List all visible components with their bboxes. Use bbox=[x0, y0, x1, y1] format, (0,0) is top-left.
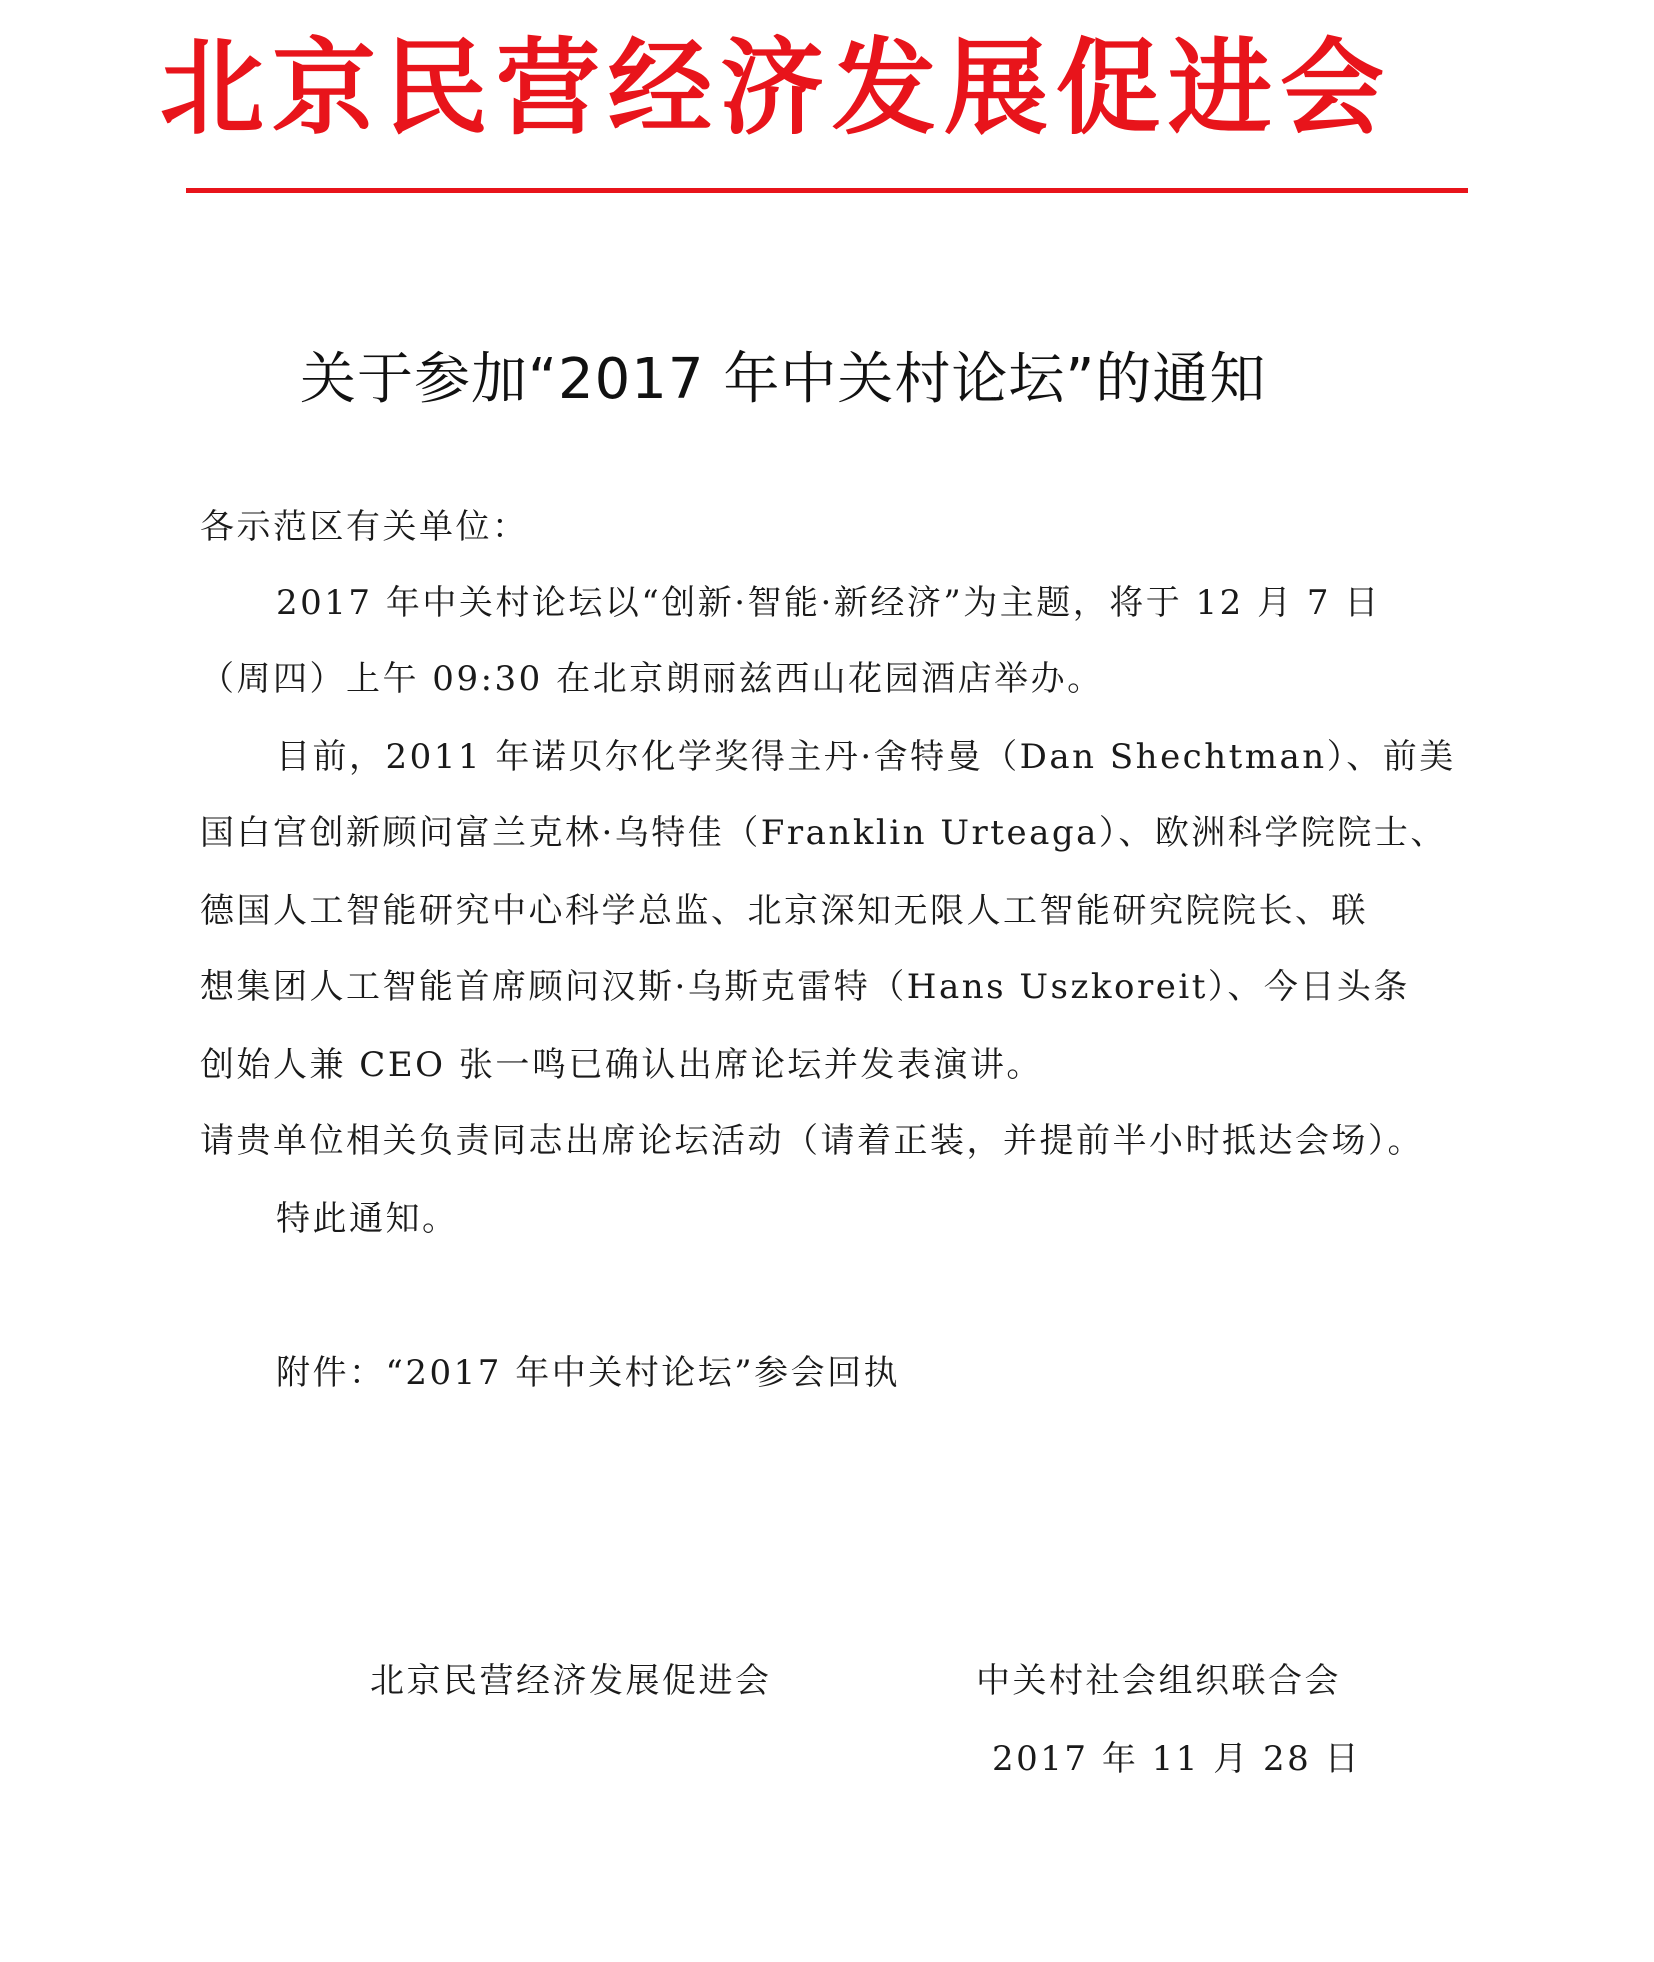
paragraph-2-line-2: 国白宫创新顾问富兰克林·乌特佳（Franklin Urteaga）、欧洲科学院院士、 bbox=[200, 813, 1447, 853]
paragraph-3: 请贵单位相关负责同志出席论坛活动（请着正装，并提前半小时抵达会场）。 bbox=[200, 1121, 1424, 1161]
signature-date: 2017 年 11 月 28 日 bbox=[992, 1739, 1362, 1779]
signature-org-2: 中关村社会组织联合会 bbox=[976, 1661, 1341, 1701]
paragraph-2-line-3: 德国人工智能研究中心科学总监、北京深知无限人工智能研究院院长、联 bbox=[200, 891, 1368, 931]
paragraph-2-line-1: 目前，2011 年诺贝尔化学奖得主丹·舍特曼（Dan Shechtman）、前美 bbox=[276, 737, 1456, 777]
salutation: 各示范区有关单位： bbox=[200, 507, 529, 547]
closing-text: 特此通知。 bbox=[276, 1199, 459, 1239]
paragraph-1-line-2: （周四）上午 09:30 在北京朗丽兹西山花园酒店举办。 bbox=[200, 659, 1104, 699]
letterhead-org-name: 北京民营经济发展促进会 bbox=[160, 26, 1393, 149]
notice-title: 关于参加“2017 年中关村论坛”的通知 bbox=[300, 347, 1267, 412]
letterhead-red-rule bbox=[186, 188, 1468, 193]
paragraph-1-line-1: 2017 年中关村论坛以“创新·智能·新经济”为主题，将于 12 月 7 日 bbox=[276, 583, 1381, 623]
signature-org-1: 北京民营经济发展促进会 bbox=[370, 1661, 772, 1701]
paragraph-2-line-4: 想集团人工智能首席顾问汉斯·乌斯克雷特（Hans Uszkoreit）、今日头条 bbox=[200, 967, 1410, 1007]
paragraph-2-line-5: 创始人兼 CEO 张一鸣已确认出席论坛并发表演讲。 bbox=[200, 1045, 1043, 1085]
attachment-line: 附件：“2017 年中关村论坛”参会回执 bbox=[276, 1353, 901, 1393]
